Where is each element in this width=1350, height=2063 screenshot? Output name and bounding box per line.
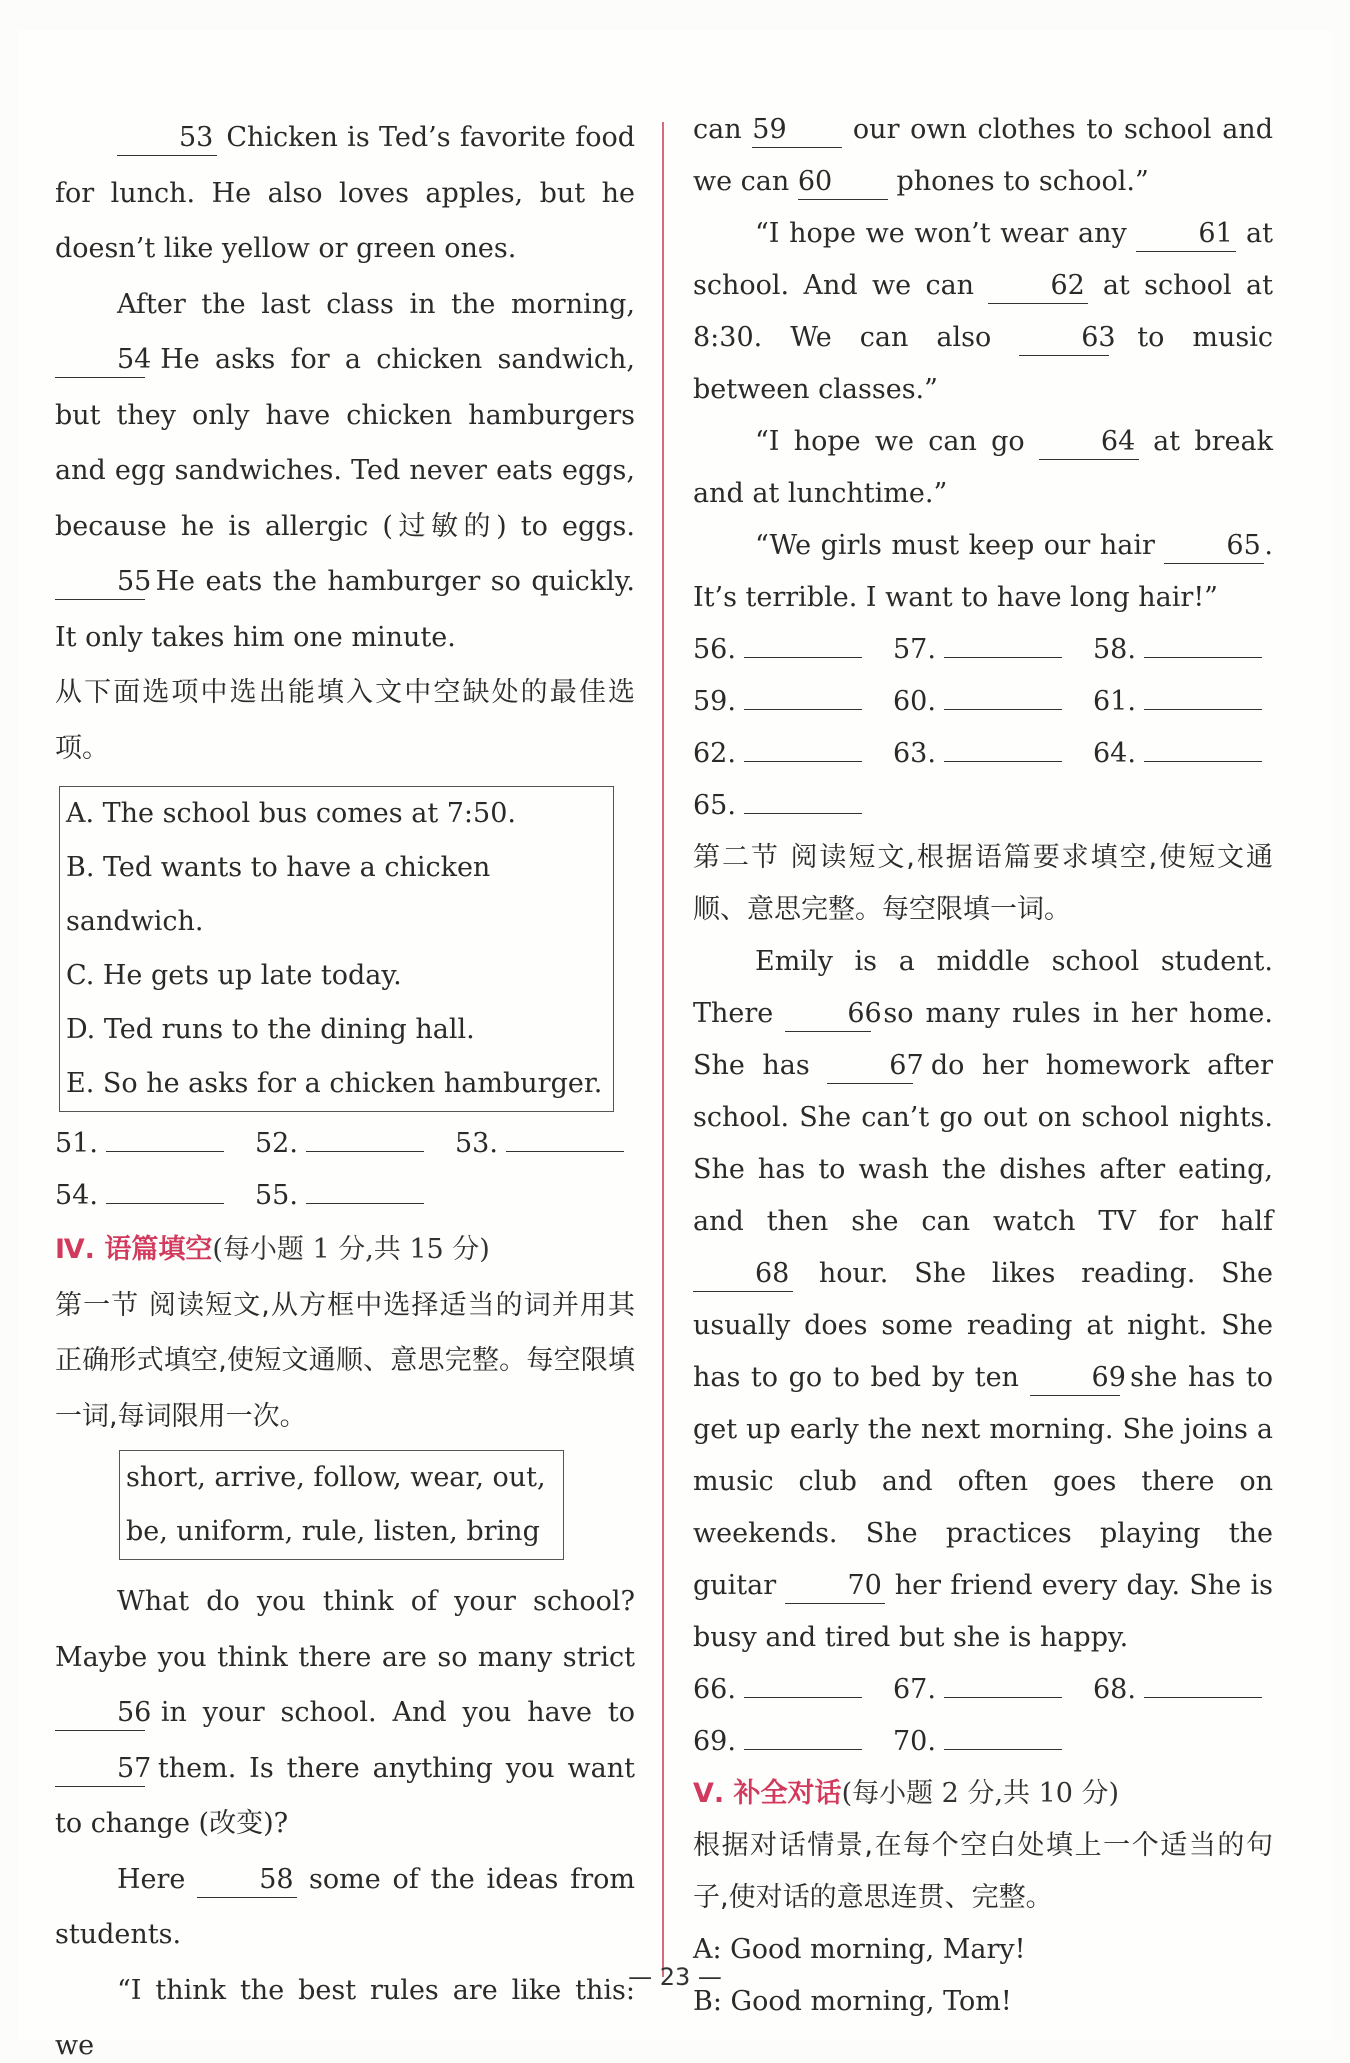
paragraph-64: [693, 416, 1273, 520]
text: them. Is there anything you want to change (改变)?: [55, 1752, 635, 1839]
answer-64[interactable]: 64.: [1093, 728, 1293, 780]
column-divider: [662, 122, 664, 1977]
left-column: [55, 110, 635, 2063]
word-box-line: be, uniform, rule, listen, bring: [126, 1516, 540, 1547]
blank-54[interactable]: 54: [55, 343, 145, 378]
answer-55[interactable]: 55.: [255, 1170, 455, 1222]
text: “I hope we can go: [755, 426, 1025, 457]
answer-56[interactable]: 56.: [693, 624, 893, 676]
blank-62[interactable]: 62: [988, 269, 1088, 304]
blank-67[interactable]: 67: [827, 1049, 913, 1084]
instruction-select: 从下面选项中选出能填入文中空缺处的最佳选项。: [55, 677, 635, 764]
text: “I hope we won’t wear any: [755, 218, 1127, 249]
text: “We girls must keep our hair: [755, 530, 1155, 561]
answer-lines-56-65: [693, 624, 1273, 832]
answer-61[interactable]: 61.: [1093, 676, 1293, 728]
text: so many rules in her home. She has: [693, 998, 1273, 1081]
answer-63[interactable]: 63.: [893, 728, 1093, 780]
answer-51[interactable]: 51.: [55, 1118, 255, 1170]
text: her friend every day. She is busy and tired but she is happy.: [693, 1570, 1274, 1653]
blank-61[interactable]: 61: [1136, 217, 1236, 252]
text: What do you think of your school? Maybe you think there are so many strict: [55, 1586, 635, 1673]
blank-55[interactable]: 55: [55, 565, 145, 600]
answer-59[interactable]: 59.: [693, 676, 893, 728]
paragraph-56-57: [55, 1574, 635, 1852]
blank-59[interactable]: 59: [752, 113, 842, 148]
answer-70[interactable]: 70.: [893, 1716, 1093, 1768]
text: to music between classes.”: [693, 322, 1273, 405]
page-number: — 23 —: [628, 1963, 722, 1991]
blank-69[interactable]: 69: [1030, 1361, 1120, 1396]
answer-65[interactable]: 65.: [693, 780, 893, 832]
paragraph-66-70: [693, 936, 1273, 1664]
text: He asks for a chicken sandwich, but they only have chicken hamburgers and egg sandwiches. Ted never eats eggs, because he is allergic (过敏的) to eggs.: [55, 344, 635, 542]
text: Chicken is Ted’s favorite food for lunch. He also loves apples, but he doesn’t like yellow or green ones.: [55, 122, 635, 264]
section-5-heading: Ⅴ. 补全对话(每小题 2 分,共 10 分): [693, 1778, 1120, 1809]
text: can: [693, 114, 742, 145]
answer-lines-66-70: [693, 1664, 1273, 1768]
blank-70[interactable]: 70: [785, 1569, 885, 1604]
answer-lines-51-55: [55, 1118, 635, 1222]
text: at school at 8:30. We can also: [693, 270, 1273, 353]
option-d: D. Ted runs to the dining hall.: [66, 1014, 475, 1045]
answer-52[interactable]: 52.: [255, 1118, 455, 1170]
answer-66[interactable]: 66.: [693, 1664, 893, 1716]
text: some of the ideas from students.: [55, 1863, 635, 1950]
word-box-line: short, arrive, follow, wear, out,: [126, 1462, 546, 1493]
answer-62[interactable]: 62.: [693, 728, 893, 780]
paragraph-58: [55, 1852, 635, 1963]
text: our own clothes to school and we can: [693, 114, 1273, 197]
answer-54[interactable]: 54.: [55, 1170, 255, 1222]
text: He eats the hamburger so quickly. It only takes him one minute.: [55, 566, 635, 653]
text: Here: [117, 1863, 186, 1895]
text: Emily is a middle school student. There: [693, 946, 1273, 1029]
text: . It’s terrible. I want to have long hair!”: [693, 530, 1273, 613]
blank-63[interactable]: 63: [1019, 321, 1109, 356]
answer-58[interactable]: 58.: [1093, 624, 1293, 676]
dialog-line-b: B: Good morning, Tom!: [693, 1986, 1012, 2017]
blank-58[interactable]: 58: [197, 1863, 297, 1898]
answer-60[interactable]: 60.: [893, 676, 1093, 728]
text: at break and at lunchtime.”: [693, 426, 1273, 509]
blank-65[interactable]: 65: [1164, 529, 1264, 564]
part2-instruction: 第二节 阅读短文,根据语篇要求填空,使短文通顺、意思完整。每空限填一词。: [693, 842, 1273, 925]
text: phones to school.”: [896, 166, 1149, 197]
blank-56[interactable]: 56: [55, 1696, 145, 1731]
word-box: [119, 1450, 564, 1560]
text: hour. She likes reading. She usually does some reading at night. She has to go to bed by ten: [693, 1258, 1273, 1393]
blank-57[interactable]: 57: [55, 1752, 145, 1787]
text: in your school. And you have to: [160, 1697, 635, 1728]
option-b: B. Ted wants to have a chicken sandwich.: [66, 852, 491, 937]
option-c: C. He gets up late today.: [66, 960, 402, 991]
paragraph-quote-start: “I think the best rules are like this: we: [55, 1974, 635, 2061]
blank-66[interactable]: 66: [785, 997, 871, 1032]
blank-64[interactable]: 64: [1039, 425, 1139, 460]
answer-69[interactable]: 69.: [693, 1716, 893, 1768]
paragraph-54-55: [55, 277, 635, 666]
dialog-line-a: A: Good morning, Mary!: [693, 1934, 1026, 1965]
option-e: E. So he asks for a chicken hamburger.: [66, 1068, 603, 1099]
blank-53[interactable]: 53: [117, 121, 217, 156]
part5-instruction: 根据对话情景,在每个空白处填上一个适当的句子,使对话的意思连贯、完整。: [693, 1830, 1273, 1913]
paragraph-61-63: [693, 208, 1273, 416]
answer-53[interactable]: 53.: [455, 1118, 655, 1170]
section-4-heading: Ⅳ. 语篇填空(每小题 1 分,共 15 分): [55, 1234, 490, 1265]
answer-67[interactable]: 67.: [893, 1664, 1093, 1716]
options-box: [59, 786, 614, 1112]
text: After the last class in the morning,: [117, 288, 635, 320]
paragraph-59-60: [693, 104, 1273, 208]
option-a: A. The school bus comes at 7:50.: [66, 798, 516, 829]
answer-68[interactable]: 68.: [1093, 1664, 1293, 1716]
paragraph-53: [55, 110, 635, 277]
right-column: [693, 104, 1273, 2028]
paragraph-65: [693, 520, 1273, 624]
text: at school. And we can: [693, 218, 1273, 301]
blank-68[interactable]: 68: [693, 1257, 793, 1292]
text: she has to get up early the next morning. She joins a music club and often goes there on weekends. She practices playing the guitar: [693, 1362, 1273, 1601]
text: do her homework after school. She can’t go out on school nights. She has to wash the dishes after eating, and then she can watch TV for half: [693, 1050, 1273, 1237]
answer-57[interactable]: 57.: [893, 624, 1093, 676]
blank-60[interactable]: 60: [798, 165, 888, 200]
part1-instruction: 第一节 阅读短文,从方框中选择适当的词并用其正确形式填空,使短文通顺、意思完整。每空限填一词,每词限用一次。: [55, 1289, 635, 1432]
